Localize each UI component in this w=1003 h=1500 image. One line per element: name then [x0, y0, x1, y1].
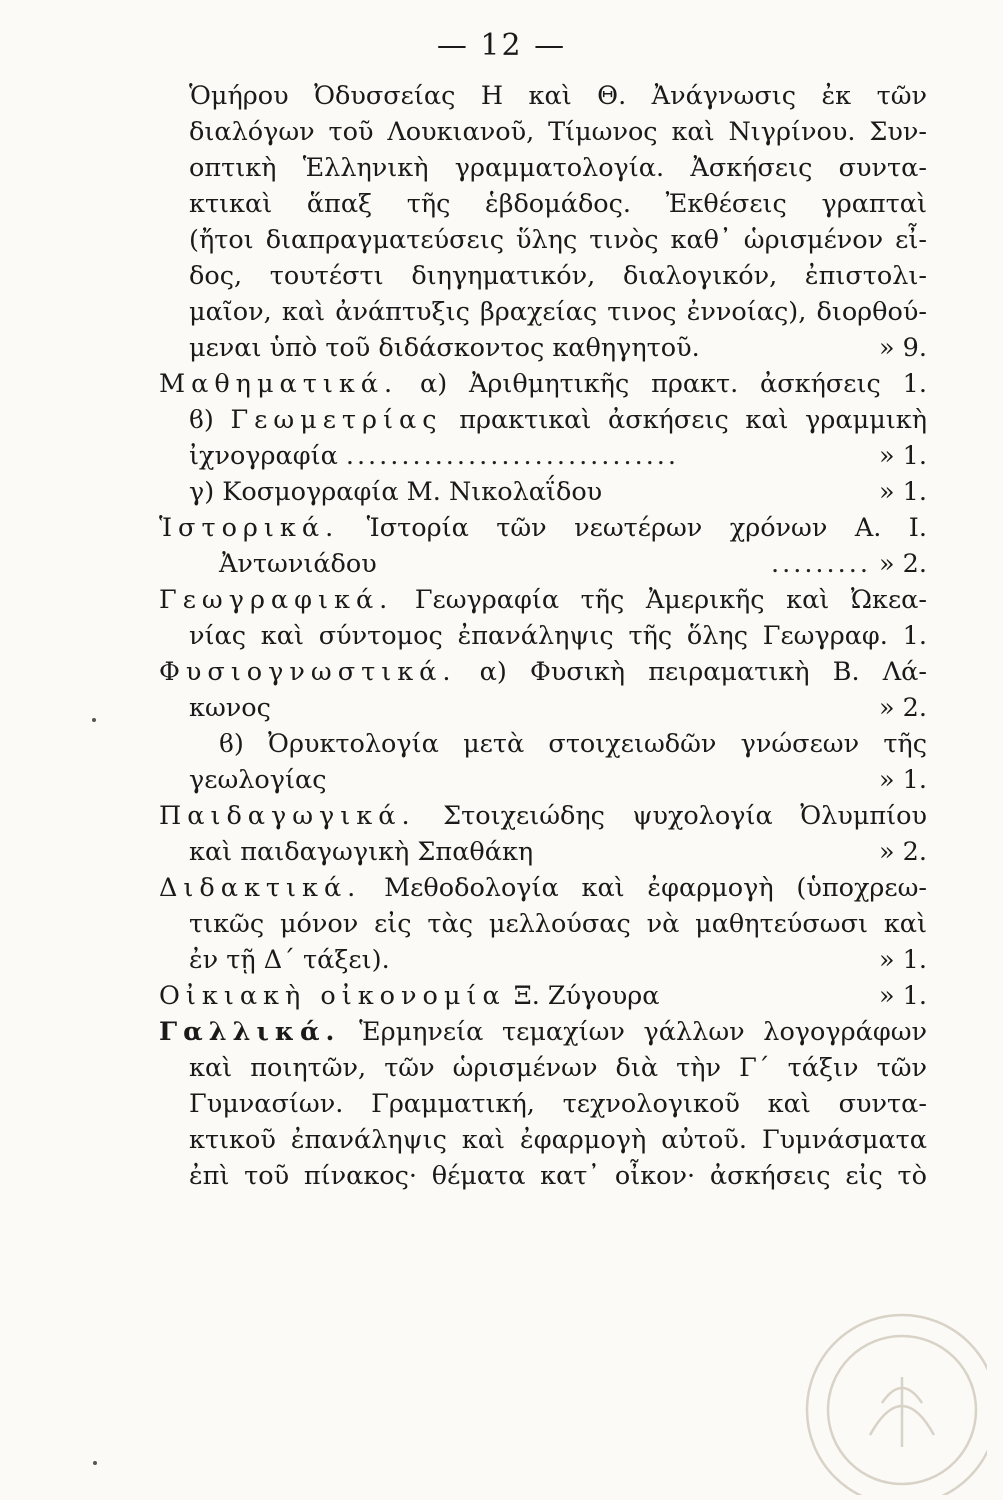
text-line: τικῶς μόνον εἰς τὰς μελλούσας νὰ μαθητεύσωσι καὶ	[189, 909, 927, 939]
text-line: κτικοῦ ἐπανάληψις καὶ ἐφαρμογὴ αὐτοῦ. Γυμνάσματα	[189, 1125, 927, 1155]
text-line	[189, 834, 927, 870]
section-math	[159, 366, 927, 402]
section-geography	[159, 582, 927, 618]
hours-value: » 2.	[878, 549, 927, 579]
line-text: κωνος	[189, 693, 271, 723]
section-history	[159, 510, 927, 546]
text-line: ἐπὶ τοῦ πίνακος· θέματα κατ᾽ οἶκον· ἀσκήσεις εἰς τὸ	[189, 1161, 927, 1191]
section-text: Ἑρμηνεία τεμαχίων γάλλων λογογράφων	[359, 1017, 927, 1047]
hours-value: » 2.	[878, 837, 927, 867]
section-heading: Φυσιογνωστικά.	[159, 657, 457, 687]
line-text: ἰχνογραφία	[189, 441, 338, 471]
text-line: διαλόγων τοῦ Λουκιανοῦ, Τίμωνος καὶ Νιγρίνου. Συν-	[189, 117, 927, 147]
section-home-economics	[159, 978, 927, 1014]
section-heading: Γαλλικά.	[159, 1017, 341, 1047]
section-french	[159, 1014, 927, 1050]
dot-leader: ..............................	[345, 441, 680, 471]
item-text: πρακτικαὶ ἀσκήσεις καὶ γραμμικὴ	[459, 405, 927, 435]
text-line	[189, 546, 927, 582]
line-text: γ) Κοσμογραφία Μ. Νικολαΐδου	[189, 477, 603, 507]
section-text: Ξ. Ζύγουρα	[513, 981, 660, 1011]
section-text: Γεωγραφία τῆς Ἀμερικῆς καὶ Ὠκεα-	[414, 585, 927, 615]
section-heading: Διδακτικά.	[159, 873, 362, 903]
page-number: — 12 —	[436, 28, 567, 63]
text-line	[189, 330, 927, 366]
item-heading: Γεωμετρίας	[230, 405, 443, 435]
line-text: ἐν τῇ Δ΄ τάξει).	[189, 945, 390, 975]
text-line: καὶ ποιητῶν, τῶν ὡρισμένων διὰ τὴν Γ΄ τάξιν τῶν	[189, 1053, 927, 1083]
hours-value: » 9.	[878, 333, 927, 363]
hours-value: » 1.	[878, 981, 927, 1011]
hours-value: » 2.	[878, 693, 927, 723]
section-text: Ἱστορία τῶν νεωτέρων χρόνων Α. Ι.	[366, 513, 927, 543]
text-line	[189, 438, 927, 474]
line-text: καὶ παιδαγωγικὴ Σπαθάκη	[189, 837, 534, 867]
text-line: (ἤτοι διαπραγματεύσεις ὕλης τινὸς καθ᾽ ὡρισμένον εἶ-	[189, 225, 927, 255]
scan-speck	[92, 718, 96, 722]
line-text: Ἀντωνιάδου	[219, 549, 377, 579]
dot-leader: .........	[771, 549, 871, 579]
section-didactics	[159, 870, 927, 906]
section-text: α) Ἀριθμητικῆς πρακτ. ἀσκήσεις 1.	[419, 369, 927, 399]
text-line: οπτικὴ Ἑλληνικὴ γραμματολογία. Ἀσκήσεις συντα-	[189, 153, 927, 183]
section-heading: Μαθηματικά.	[159, 369, 399, 399]
hours-value: » 1.	[878, 477, 927, 507]
scan-speck	[93, 1461, 97, 1465]
item-prefix: ϐ)	[189, 405, 214, 435]
section-heading: Ἱστορικά.	[159, 513, 340, 543]
line-text: γεωλογίας	[189, 765, 327, 795]
text-line	[189, 942, 927, 978]
section-natural-science	[159, 654, 927, 690]
section-text: Στοιχειώδης ψυχολογία Ὀλυμπίου	[443, 801, 927, 831]
text-line: Γυμνασίων. Γραμματική, τεχνολογικοῦ καὶ συντα-	[189, 1089, 927, 1119]
text-line: δος, τουτέστι διηγηματικόν, διαλογικόν, ἐπιστολι-	[189, 261, 927, 291]
text-line: νίας καὶ σύντομος ἐπανάληψις τῆς ὅλης Γεωγραφ. 1.	[189, 621, 927, 651]
text-line: Ὁμήρου Ὀδυσσείας Η καὶ Θ. Ἀνάγνωσις ἐκ τῶν	[189, 81, 927, 111]
section-text: α) Φυσικὴ πειραματικὴ Β. Λά-	[479, 657, 927, 687]
section-text: Μεθοδολογία καὶ ἐφαρμογὴ (ὑποχρεω-	[384, 873, 928, 903]
text-line	[189, 690, 927, 726]
hours-value: » 1.	[878, 765, 927, 795]
section-heading: Γεωγραφικά.	[159, 585, 394, 615]
curriculum-text	[159, 78, 928, 1194]
text-line: ϐ) Ὀρυκτολογία μετὰ στοιχειωδῶν γνώσεων τῆς	[219, 729, 927, 759]
section-pedagogy	[159, 798, 927, 834]
hours-value: » 1.	[878, 945, 927, 975]
section-heading: Παιδαγωγικά.	[159, 801, 416, 831]
text-line	[189, 474, 927, 510]
text-line	[189, 762, 927, 798]
section-geometry	[189, 402, 927, 438]
library-stamp-watermark	[752, 1285, 987, 1495]
text-line: κτικαὶ ἅπαξ τῆς ἑβδομάδος. Ἐκθέσεις γραπταὶ	[189, 189, 927, 219]
text-line: μαῖον, καὶ ἀνάπτυξις βραχείας τινος ἐννοίας), διορθού-	[189, 297, 927, 327]
hours-value: » 1.	[878, 441, 927, 471]
section-heading: Οἰκιακὴ οἰκονομία	[159, 981, 506, 1011]
line-text: μεναι ὑπὸ τοῦ διδάσκοντος καθηγητοῦ.	[189, 333, 700, 363]
